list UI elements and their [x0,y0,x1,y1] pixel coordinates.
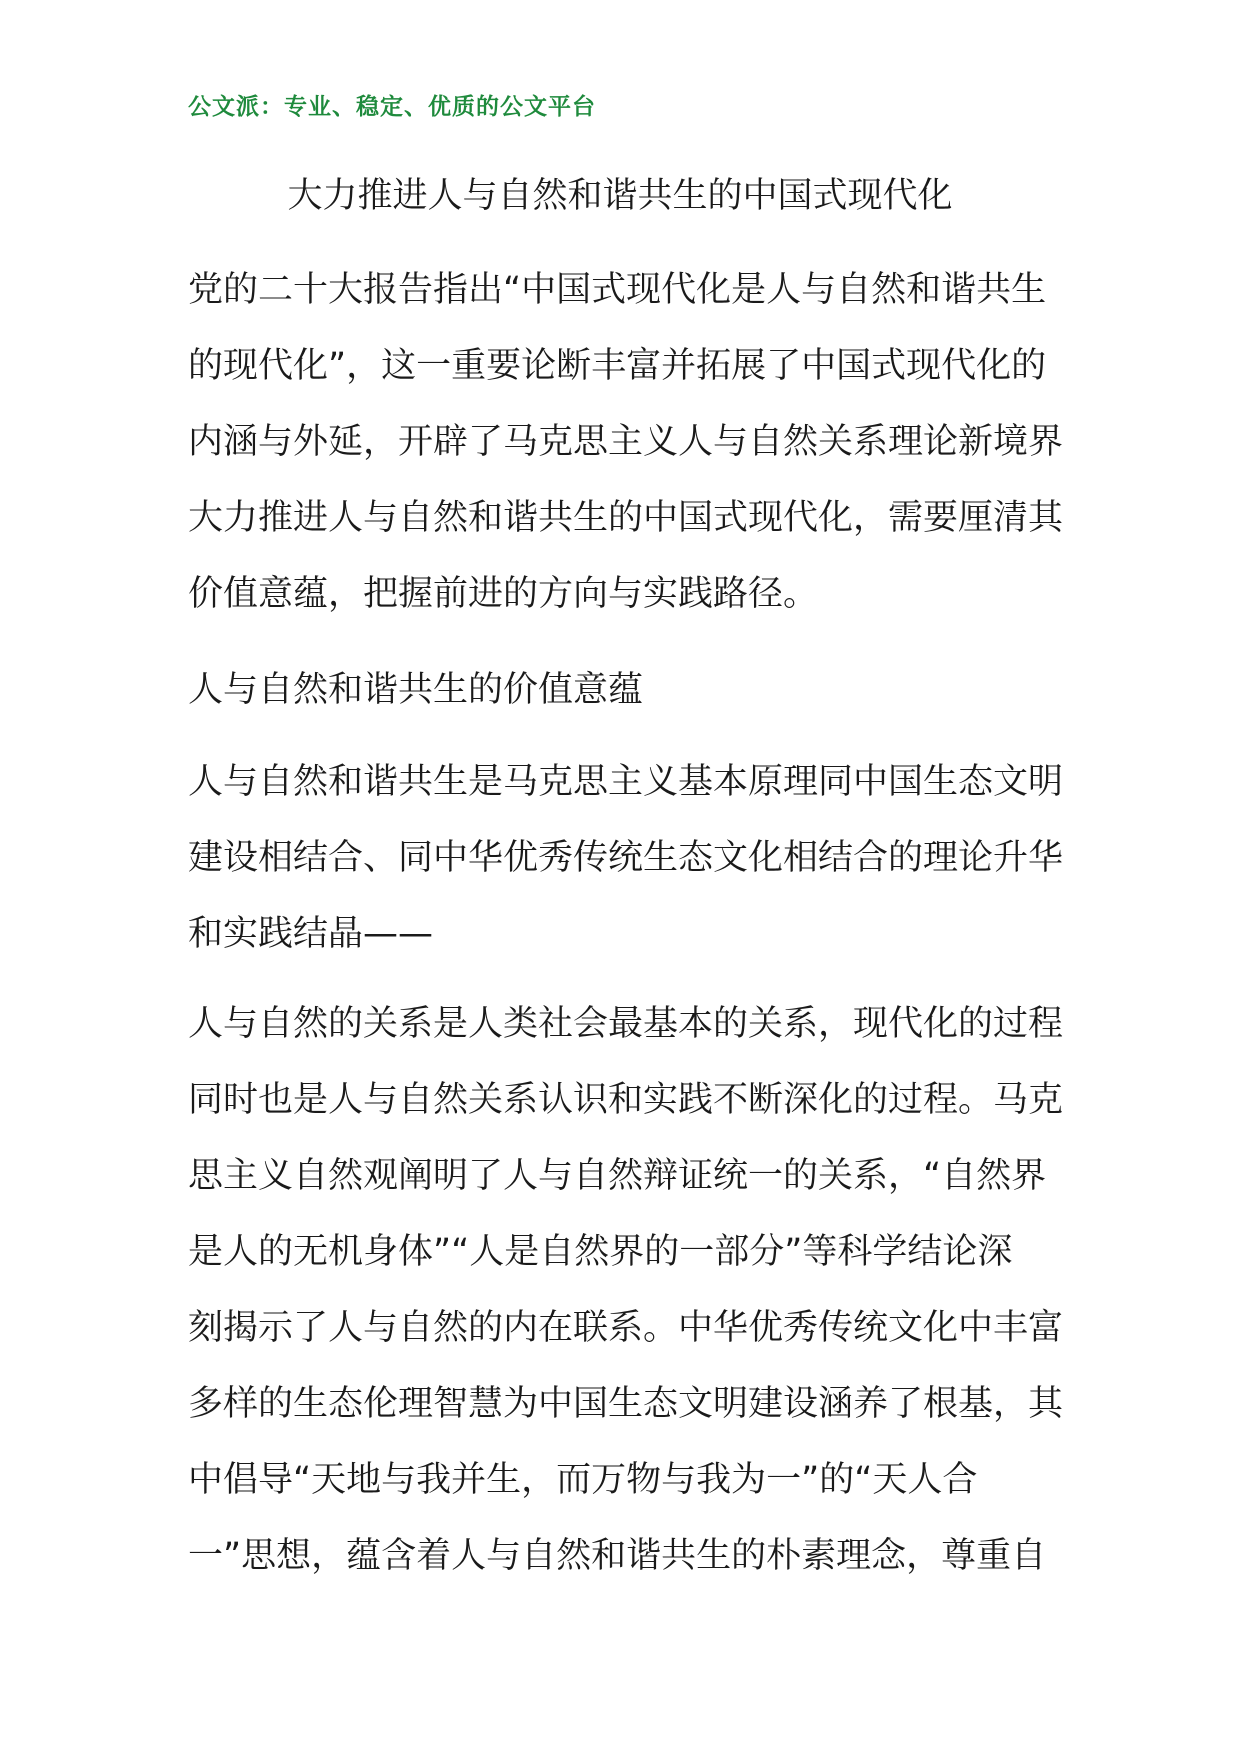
paragraph-line: 的现代化”，这一重要论断丰富并拓展了中国式现代化的 [188,346,1047,386]
paragraph-intro [188,252,1068,632]
paragraph-line: 内涵与外延，开辟了马克思主义人与自然关系理论新境界 [188,422,1064,462]
paragraph-line: 刻揭示了人与自然的内在联系。中华优秀传统文化中丰富 [188,1308,1064,1348]
paragraph-value-summary [188,744,1068,972]
paragraph-line: 和实践结晶—— [188,914,434,954]
document-title: 大力推进人与自然和谐共生的中国式现代化 [287,176,953,216]
paragraph-line: 人与自然和谐共生是马克思主义基本原理同中国生态文明 [188,762,1064,802]
paragraph-line: 价值意蕴，把握前进的方向与实践路径。 [188,574,819,614]
site-header-note: 公文派：专业、稳定、优质的公文平台 [188,94,596,120]
paragraph-line: 思主义自然观阐明了人与自然辩证统一的关系，“自然界 [188,1156,1047,1196]
paragraph-line: 人与自然的关系是人类社会最基本的关系，现代化的过程 [188,1004,1064,1044]
paragraph-line: 建设相结合、同中华优秀传统生态文化相结合的理论升华 [188,838,1064,878]
section-heading [188,652,1068,728]
paragraph-line: 是人的无机身体”“人是自然界的一部分”等科学结论深 [188,1232,1013,1272]
section-heading-text: 人与自然和谐共生的价值意蕴 [188,670,644,710]
paragraph-line: 党的二十大报告指出“中国式现代化是人与自然和谐共生 [188,270,1047,310]
paragraph-line: 中倡导“天地与我并生，而万物与我为一”的“天人合 [188,1460,978,1500]
paragraph-relationship [188,986,1068,1594]
paragraph-line: 一”思想，蕴含着人与自然和谐共生的朴素理念，尊重自 [188,1536,1047,1576]
paragraph-line: 大力推进人与自然和谐共生的中国式现代化，需要厘清其 [188,498,1064,538]
paragraph-line: 同时也是人与自然关系认识和实践不断深化的过程。马克 [188,1080,1064,1120]
paragraph-line: 多样的生态伦理智慧为中国生态文明建设涵养了根基，其 [188,1384,1064,1424]
